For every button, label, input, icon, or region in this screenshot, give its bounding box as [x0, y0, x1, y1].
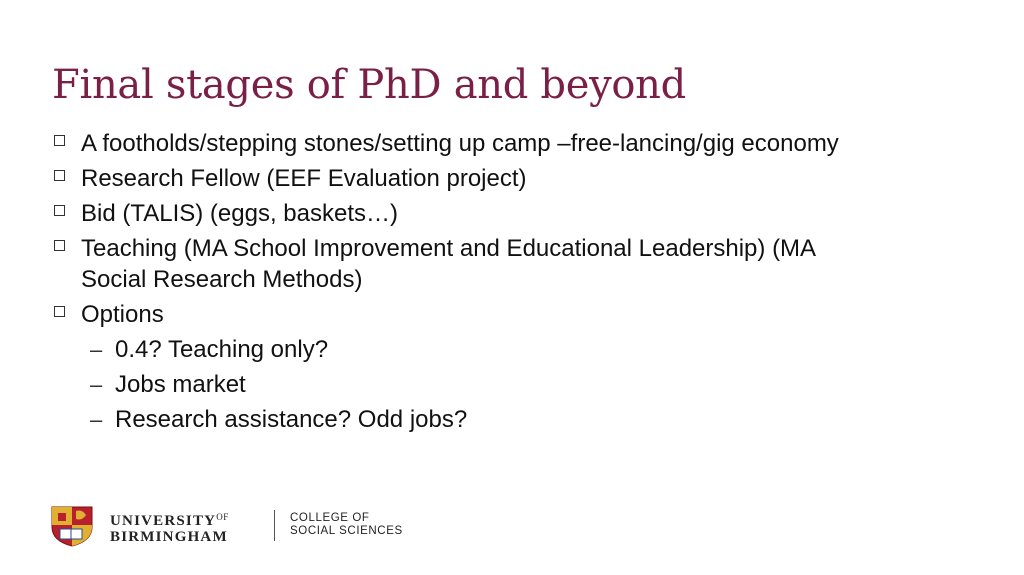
bullet-text: Research Fellow (EEF Evaluation project) [81, 165, 527, 192]
sub-bullet-text: 0.4? Teaching only? [115, 336, 329, 363]
sub-bullet-item [52, 369, 952, 400]
dash-icon: – [90, 337, 103, 362]
hollow-square-icon [54, 135, 65, 146]
dash-icon: – [90, 407, 103, 432]
college-line1: COLLEGE OF [290, 512, 370, 524]
bullet-text: Options [81, 301, 164, 328]
bullet-item [52, 299, 952, 330]
university-wordmark [110, 509, 229, 545]
sub-bullet-text: Jobs market [115, 371, 246, 398]
university-crest-icon [50, 505, 94, 547]
university-of: OF [216, 512, 229, 522]
hollow-square-icon [54, 170, 65, 181]
hollow-square-icon [54, 240, 65, 251]
university-line1: UNIVERSITY [110, 513, 217, 529]
sub-bullet-item [52, 404, 952, 435]
bullet-text: Teaching (MA School Improvement and Educational Leadership) (MA Social Research Methods) [81, 235, 815, 293]
bullet-text: Bid (TALIS) (eggs, baskets…) [81, 200, 398, 227]
sub-bullet-text: Research assistance? Odd jobs? [115, 406, 468, 433]
bullet-text: A footholds/stepping stones/setting up camp –free-lancing/gig economy [81, 130, 839, 157]
hollow-square-icon [54, 306, 65, 317]
college-name [290, 512, 403, 538]
footer-divider [274, 510, 275, 541]
dash-icon: – [90, 372, 103, 397]
bullet-item [52, 163, 952, 194]
bullet-item [52, 198, 952, 229]
bullet-list [52, 128, 952, 439]
slide-title: Final stages of PhD and beyond [52, 62, 686, 108]
university-line2: BIRMINGHAM [110, 529, 228, 545]
college-line2: SOCIAL SCIENCES [290, 525, 403, 537]
hollow-square-icon [54, 205, 65, 216]
bullet-item [52, 233, 881, 295]
bullet-item [52, 128, 952, 159]
sub-bullet-item [52, 334, 952, 365]
